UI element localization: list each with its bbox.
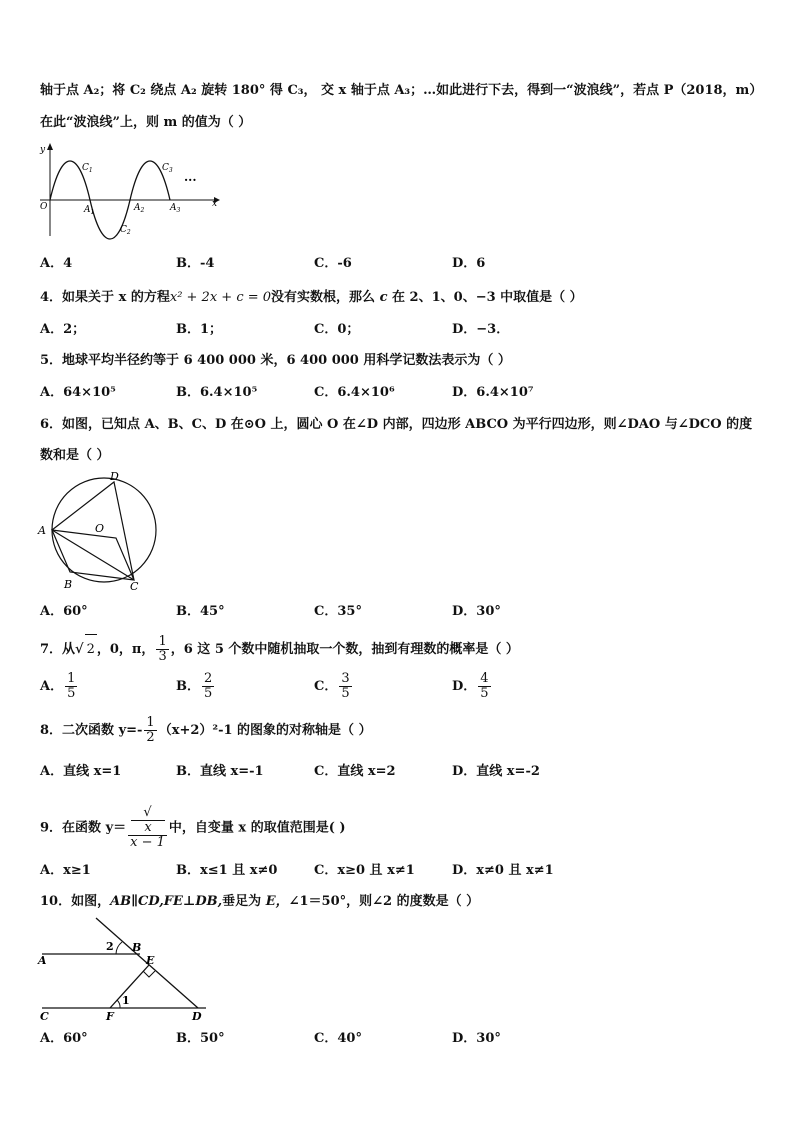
q4-option-d[interactable]: D．−3． xyxy=(452,322,510,337)
c3-label: $C_3$ xyxy=(162,163,173,174)
a1-label: $A_1$ xyxy=(84,205,95,216)
x-label: x xyxy=(212,199,218,209)
q6-text-line2: 数和是（ ） xyxy=(40,448,110,463)
q4-option-c[interactable]: C．0； xyxy=(314,322,360,337)
point-d-label: D xyxy=(192,1010,202,1023)
q4-prefix: 4．如果关于 x 的方程 xyxy=(40,290,170,305)
angle-1-arc xyxy=(117,1000,120,1008)
segment-ac xyxy=(52,530,134,580)
q3-option-b[interactable]: B．-4 xyxy=(176,256,215,271)
parallel-lines-figure xyxy=(36,914,216,1024)
y-axis-arrow xyxy=(47,143,53,150)
q4-option-a[interactable]: A．2； xyxy=(40,322,86,337)
q7-option-d[interactable]: D． $\frac{4}{5}$ xyxy=(452,671,489,701)
q8-prefix: 8．二次函数 y=- xyxy=(40,723,143,738)
q8-fraction: $\frac{1}{2}$ xyxy=(146,715,155,745)
q8-option-d[interactable]: D．直线 x=-2 xyxy=(452,764,540,779)
q6-option-b[interactable]: B．45° xyxy=(176,604,225,619)
q10-option-b[interactable]: B．50° xyxy=(176,1031,225,1046)
a3-label: $A_3$ xyxy=(170,203,181,214)
q3-text-line1: 轴于点 A₂；将 C₂ 绕点 A₂ 旋转 180° 得 C₃， 交 x 轴于点 A₃；…如此进行下去，得到一“波浪线”，若点 P（2018，m） xyxy=(40,83,763,98)
q7-sqrt-value: 2 xyxy=(85,634,97,665)
q3-option-d[interactable]: D．6 xyxy=(452,256,486,271)
q9-suffix: 中，自变量 x 的取值范围是( ) xyxy=(168,820,346,836)
q7-option-c[interactable]: C． $\frac{3}{5}$ xyxy=(314,671,350,701)
q5-text: 5．地球平均半径约等于 6 400 000 米，6 400 000 用科学记数法表示为（ ） xyxy=(40,353,511,368)
point-b-label: B xyxy=(64,578,73,591)
right-angle-mark xyxy=(143,971,155,977)
q7-suffix: ，6 这 5 个数中随机抽取一个数，抽到有理数的概率是（ ） xyxy=(170,642,519,657)
a2-label: $A_2$ xyxy=(134,203,145,214)
point-e-label: E xyxy=(146,954,155,967)
sqrt-sign: √ xyxy=(75,642,84,657)
q4-equation: x² + 2x + c = 0 xyxy=(169,290,272,305)
q9-fraction: √ x x − 1 xyxy=(130,805,165,850)
q9-text xyxy=(40,806,346,850)
q5-option-d[interactable]: D．6.4×10⁷ xyxy=(452,385,534,400)
q5-option-b[interactable]: B．6.4×10⁵ xyxy=(176,385,258,400)
origin-label: O xyxy=(40,202,48,212)
q3-option-a[interactable]: A．4 xyxy=(40,256,73,271)
point-d-label: D xyxy=(110,470,119,483)
q10-option-d[interactable]: D．30° xyxy=(452,1031,501,1046)
q9-option-c[interactable]: C．x≥0 且 x≠1 xyxy=(314,863,415,878)
ellipsis: ··· xyxy=(184,173,197,187)
q4-c: c xyxy=(379,290,388,305)
c1-label: $C_1$ xyxy=(82,163,93,174)
point-b-label: B xyxy=(132,941,142,954)
q4-option-b[interactable]: B．1； xyxy=(176,322,223,337)
q6-text-line1: 6．如图，已知点 A、B、C、D 在⊙O 上，圆心 O 在∠D 内部，四边形 ABCO 为平行四边形，则∠DAO 与∠DCO 的度 xyxy=(40,417,753,432)
q8-suffix: （x+2）²-1 的图象的对称轴是（ ） xyxy=(158,723,372,738)
point-c-label: C xyxy=(40,1010,49,1023)
q7-option-a[interactable]: A． $\frac{1}{5}$ xyxy=(40,671,76,701)
q7-text xyxy=(40,634,519,665)
q7-option-b[interactable]: B． $\frac{2}{5}$ xyxy=(176,671,213,701)
angle-2-arc xyxy=(116,942,122,954)
q6-option-a[interactable]: A．60° xyxy=(40,604,88,619)
q8-option-b[interactable]: B．直线 x=-1 xyxy=(176,764,264,779)
q8-text xyxy=(40,714,372,748)
q10-angle: ∠1＝50°，则∠2 的度数是（ ） xyxy=(288,894,480,909)
q7-list: ，0，π， xyxy=(96,642,155,657)
q7-fraction: $\frac{1}{3}$ xyxy=(158,634,167,664)
q10-mid: 垂足为 xyxy=(222,894,262,909)
point-c-label: C xyxy=(130,580,139,593)
angle-1-label: 1 xyxy=(122,994,130,1007)
q9-prefix: 9．在函数 y＝ xyxy=(40,820,127,836)
q4-suffix: 在 2、1、0、−3 中取值是（ ） xyxy=(392,290,583,305)
point-f-label: F xyxy=(106,1010,114,1023)
q8-option-c[interactable]: C．直线 x=2 xyxy=(314,764,396,779)
q10-condition: AB∥CD,FE⊥DB, xyxy=(110,894,223,909)
point-o-label: O xyxy=(95,522,105,535)
angle-2-label: 2 xyxy=(106,940,114,953)
q8-option-a[interactable]: A．直线 x=1 xyxy=(40,764,122,779)
y-label: y xyxy=(40,145,46,155)
q10-prefix: 10．如图， xyxy=(40,894,111,909)
q9-option-d[interactable]: D．x≠0 且 x≠1 xyxy=(452,863,554,878)
point-a-label: A xyxy=(38,954,47,967)
q10-option-c[interactable]: C．40° xyxy=(314,1031,362,1046)
point-a-label: A xyxy=(38,524,46,537)
q5-option-c[interactable]: C．6.4×10⁶ xyxy=(314,385,395,400)
q10-e: E， xyxy=(265,894,289,909)
wave-figure xyxy=(36,140,226,240)
q10-text xyxy=(40,893,479,911)
q5-option-a[interactable]: A．64×10⁵ xyxy=(40,385,116,400)
q3-option-c[interactable]: C．-6 xyxy=(314,256,352,271)
circle-figure xyxy=(36,470,162,594)
q4-text xyxy=(40,289,583,307)
q4-mid: 没有实数根，那么 xyxy=(271,290,376,305)
q10-option-a[interactable]: A．60° xyxy=(40,1031,88,1046)
q6-option-c[interactable]: C．35° xyxy=(314,604,362,619)
q7-prefix: 7．从 xyxy=(40,642,76,657)
q6-option-d[interactable]: D．30° xyxy=(452,604,501,619)
c2-label: $C_2$ xyxy=(120,225,131,236)
q3-text-line2: 在此“波浪线”上，则 m 的值为（ ） xyxy=(40,115,252,130)
q9-option-b[interactable]: B．x≤1 且 x≠0 xyxy=(176,863,278,878)
q9-option-a[interactable]: A．x≥1 xyxy=(40,863,91,878)
